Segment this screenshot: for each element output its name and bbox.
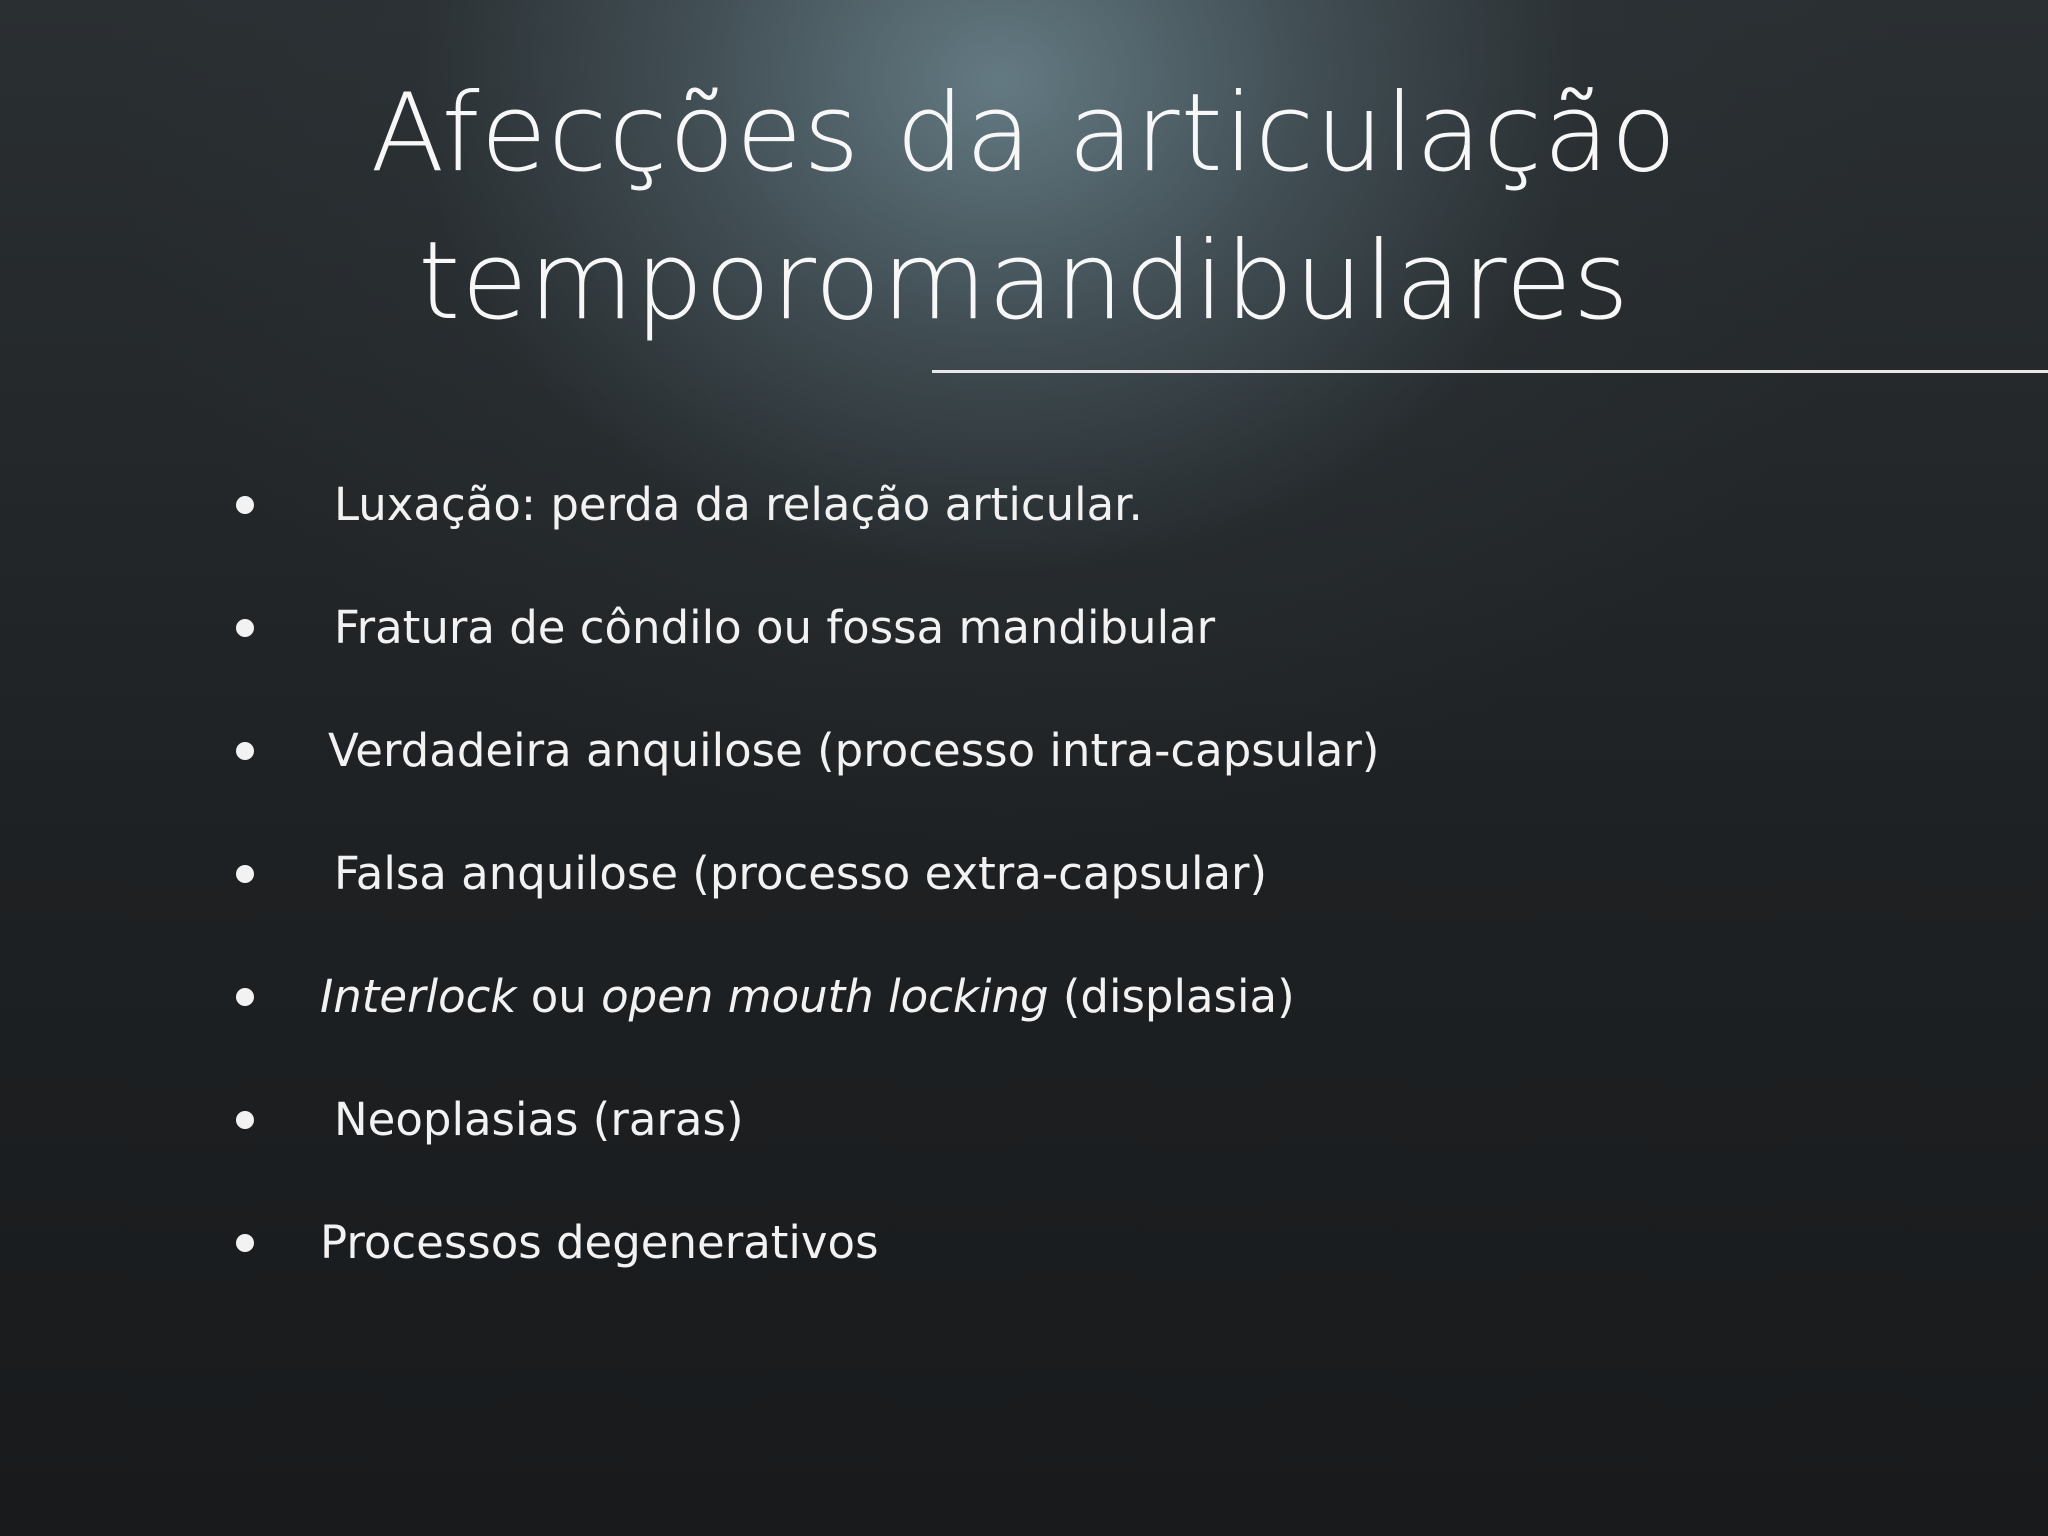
bullet-text: Fratura de côndilo ou fossa mandibular <box>334 601 1216 654</box>
bullet-dot-icon <box>236 1234 254 1252</box>
bullet-text-italic: open mouth locking <box>601 970 1049 1023</box>
bullet-text-plain: ou <box>516 970 602 1023</box>
bullet-text: Processos degenerativos <box>320 1216 879 1269</box>
bullet-dot-icon <box>236 988 254 1006</box>
bullet-text: Falsa anquilose (processo extra-capsular) <box>334 847 1268 900</box>
title-line-2: temporomandibulares <box>417 219 1631 344</box>
bullet-text-italic: Interlock <box>320 970 517 1023</box>
bullet-text: Luxação: perda da relação articular. <box>334 478 1143 531</box>
bullet-dot-icon <box>236 496 254 514</box>
bullet-dot-icon <box>236 865 254 883</box>
bullet-text <box>320 962 1295 1032</box>
bullet-text: Verdadeira anquilose (processo intra-capsular) <box>328 724 1380 777</box>
bullet-text-plain: (displasia) <box>1048 970 1295 1023</box>
bullet-dot-icon <box>236 742 254 760</box>
bullet-text: Neoplasias (raras) <box>334 1093 744 1146</box>
bullet-dot-icon <box>236 1111 254 1129</box>
bullet-dot-icon <box>236 619 254 637</box>
title-divider <box>932 370 2048 373</box>
slide-title <box>0 60 2048 356</box>
title-line-1: Afecções da articulação <box>370 71 1678 196</box>
